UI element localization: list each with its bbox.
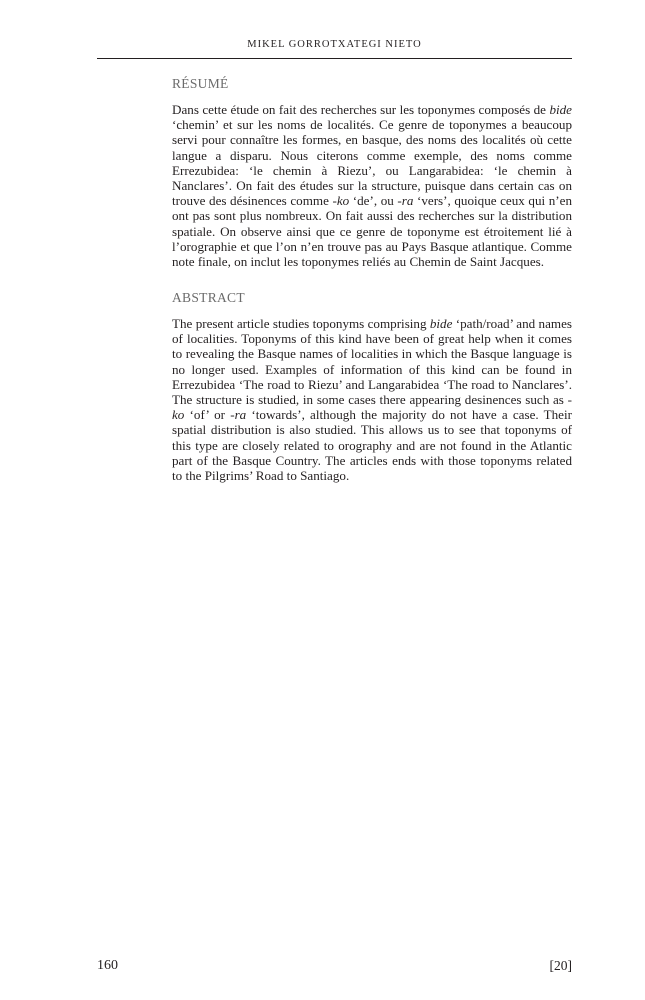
abstract-heading: ABSTRACT: [172, 290, 245, 305]
resume-heading: RÉSUMÉ: [172, 76, 229, 91]
page-number: 160: [97, 958, 118, 973]
abstract-term-ko: -ko: [172, 392, 572, 423]
running-head: MIKEL GORROTXATEGI NIETO: [247, 39, 422, 50]
abstract-term-bide: bide: [429, 316, 453, 331]
abstract-text-3: ‘of’ or: [184, 407, 231, 423]
resume-term-bide: bide: [549, 102, 572, 117]
abstract-paragraph: [172, 316, 572, 483]
resume-term-ra: -ra: [397, 193, 414, 209]
header-rule: [97, 58, 572, 59]
abstract-text-2: ‘path/road’ and names of localities. Toponyms of this kind have been of great help when it comes to revealing the Basque names of localities in which the Basque language is no longer used. Examples of information of this kind can be found in Errezubidea ‘The road to Riezu’ and Langarabidea ‘The road to Nanclares’. The structure is studied, in some cases there appearing desinences such as: [172, 316, 572, 408]
resume-text-2: ‘chemin’ et sur les noms de localités. Ce genre de toponymes a beaucoup servi pour connaître les formes, en basque, des noms des localités où cette langue a disparu. Nous citerons comme exemple, des noms comme Errezubidea: ‘le chemin à Riezu’, ou Langarabidea: ‘le chemin à Nanclares’. On fait des études sur la structure, puisque dans certain cas on trouve des désinences comme: [172, 117, 572, 209]
resume-text-3: ‘de’, ou: [349, 193, 398, 209]
resume-text-4: ‘vers’, quoique ceux qui n’en ont pas sont plus nombreux. On fait aussi des recherches sur la distribution spatiale. On observe ainsi que ce genre de toponyme est étroitement lié à l’orographie et que l’on n’en trouve pas au Pays Basque atlantique. Comme note finale, on inclut les toponymes reliés au Chemin de Saint Jacques.: [172, 193, 572, 270]
abstract-term-ra: -ra: [230, 407, 247, 423]
resume-paragraph: [172, 102, 572, 269]
abstract-text-1: The present article studies toponyms comprising: [172, 316, 430, 331]
resume-text-1: Dans cette étude on fait des recherches sur les toponymes composés de: [172, 102, 550, 117]
resume-term-ko: -ko: [332, 193, 350, 209]
abstract-text-4: ‘towards’, although the majority do not have a case. Their spatial distribution is also studied. This allows us to see that toponyms of this type are closely related to orography and are not found in the Atlantic part of the Basque Country. The articles ends with those toponyms related to the Pilgrims’ Road to Santiago.: [172, 407, 572, 484]
bracket-page-number: [20]: [549, 958, 572, 973]
